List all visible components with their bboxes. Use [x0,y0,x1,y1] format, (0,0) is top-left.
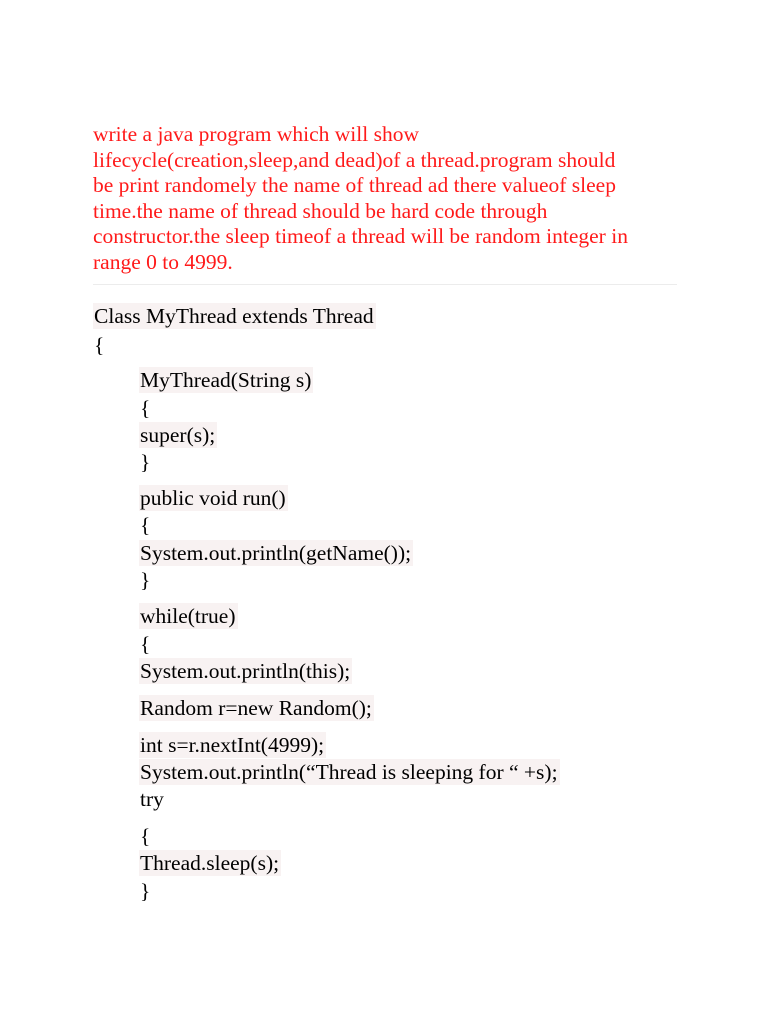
code-line-try: try [140,787,164,811]
code-line-print-this: System.out.println(this); [140,659,351,683]
prompt-line: lifecycle(creation,sleep,and dead)of a thread.program should [93,147,616,172]
code-line-open-brace: { [140,396,151,420]
code-line-thread-sleep: Thread.sleep(s); [140,851,280,875]
prompt-line: range 0 to 4999. [93,249,233,274]
code-line-run-method: public void run() [140,486,286,510]
code-line-random-init: Random r=new Random(); [140,696,372,720]
divider [93,284,677,285]
code-line-print-sleeping: System.out.println(“Thread is sleeping for “ +s); [140,760,558,784]
code-line-open-brace: { [94,333,105,357]
code-line-open-brace: { [140,513,151,537]
code-line-close-brace: } [140,568,151,592]
code-line-super-call: super(s); [140,423,216,447]
code-line-open-brace: { [140,824,151,848]
prompt-line: time.the name of thread should be hard code through [93,198,548,223]
code-line-close-brace: } [140,879,151,903]
code-line-while-loop: while(true) [140,604,236,628]
code-line-next-int: int s=r.nextInt(4999); [140,733,325,757]
code-line-constructor: MyThread(String s) [140,368,312,392]
code-line-print-name: System.out.println(getName()); [140,541,412,565]
prompt-line: write a java program which will show [93,122,419,146]
prompt-line: constructor.the sleep timeof a thread will be random integer in [93,224,628,249]
assignment-prompt [93,122,693,276]
code-line-class-declaration: Class MyThread extends Thread [94,304,374,328]
code-line-open-brace: { [140,632,151,656]
prompt-line: be print randomely the name of thread ad there valueof sleep [93,173,616,198]
code-line-close-brace: } [140,450,151,474]
